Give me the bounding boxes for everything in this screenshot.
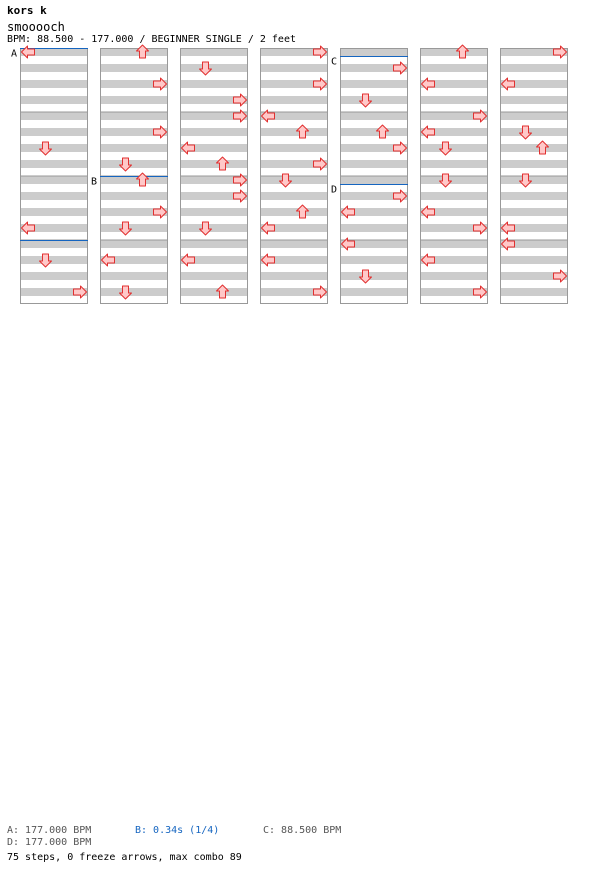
stop-marker-label: A [10,48,17,60]
beat-stripe [500,144,568,152]
beat-stripe [500,160,568,168]
beat-stripe [20,208,88,216]
beat-stripe [420,160,488,168]
beat-stripe [180,160,248,168]
beat-stripe [260,192,328,200]
beat-stripe [100,240,168,248]
beat-stripe [340,48,408,56]
beat-stripe [260,240,328,248]
stop-marker-label: B [90,176,97,188]
beat-stripe [420,192,488,200]
beat-stripe [420,240,488,248]
beat-stripe [340,80,408,88]
beat-stripe [340,96,408,104]
beat-stripe [180,128,248,136]
beat-stripe [100,48,168,56]
stop-d-info: D: 177.000 BPM [7,837,92,848]
beat-stripe [420,64,488,72]
stop-b-info: B: 0.34s (1/4) [135,825,220,836]
stop-a-info: A: 177.000 BPM [7,825,92,836]
beat-stripe [340,256,408,264]
steps-summary: 75 steps, 0 freeze arrows, max combo 89 [7,852,242,863]
beat-stripe [500,256,568,264]
stop-marker-label: C [330,56,337,68]
beat-stripe [420,272,488,280]
beat-stripe [500,112,568,120]
stop-c-info: C: 88.500 BPM [263,825,342,836]
beat-stripe [100,224,168,232]
beat-stripe [180,288,248,296]
beat-stripe [20,176,88,184]
bpm-difficulty-line: BPM: 88.500 - 177.000 / BEGINNER SINGLE / 2 feet [7,34,296,45]
beat-stripe [20,256,88,264]
beat-stripe [500,176,568,184]
beat-stripe [100,192,168,200]
beat-stripe [20,96,88,104]
beat-stripe [500,208,568,216]
beat-stripe [260,208,328,216]
beat-stripe [340,128,408,136]
beat-stripe [20,272,88,280]
beat-stripe [100,144,168,152]
beat-stripe [180,48,248,56]
beat-stripe [100,64,168,72]
beat-stripe [260,64,328,72]
beat-stripe [500,96,568,104]
beat-stripe [500,64,568,72]
chart-column [20,48,88,304]
beat-stripe [20,128,88,136]
beat-stripe [340,112,408,120]
beat-stripe [180,64,248,72]
beat-stripe [500,288,568,296]
beat-stripe [100,96,168,104]
beat-stripe [340,160,408,168]
beat-stripe [180,224,248,232]
beat-stripe [340,272,408,280]
beat-stripe [100,160,168,168]
song-title: smooooch [7,20,65,34]
chart-column [340,48,408,304]
beat-stripe [20,80,88,88]
beat-stripe [420,176,488,184]
beat-stripe [180,240,248,248]
beat-stripe [180,80,248,88]
beat-stripe [100,176,168,184]
beat-stripe [100,272,168,280]
beat-stripe [340,288,408,296]
beat-stripe [100,288,168,296]
beat-stripe [260,272,328,280]
beat-stripe [20,192,88,200]
beat-stripe [180,272,248,280]
beat-stripe [260,96,328,104]
beat-stripe [500,192,568,200]
beat-stripe [420,144,488,152]
beat-stripe [20,64,88,72]
beat-stripe [20,144,88,152]
beat-stripe [20,112,88,120]
beat-stripe [340,224,408,232]
beat-stripe [20,240,88,248]
beat-stripe [260,144,328,152]
beat-stripe [260,176,328,184]
chart-column [180,48,248,304]
beat-stripe [100,112,168,120]
beat-stripe [500,128,568,136]
beat-stripe [420,48,488,56]
beat-stripe [180,208,248,216]
beat-stripe [20,160,88,168]
stop-marker-label: D [330,184,337,196]
beat-stripe [420,96,488,104]
artist-name: kors k [7,4,47,17]
beat-stripe [340,176,408,184]
beat-stripe [260,128,328,136]
